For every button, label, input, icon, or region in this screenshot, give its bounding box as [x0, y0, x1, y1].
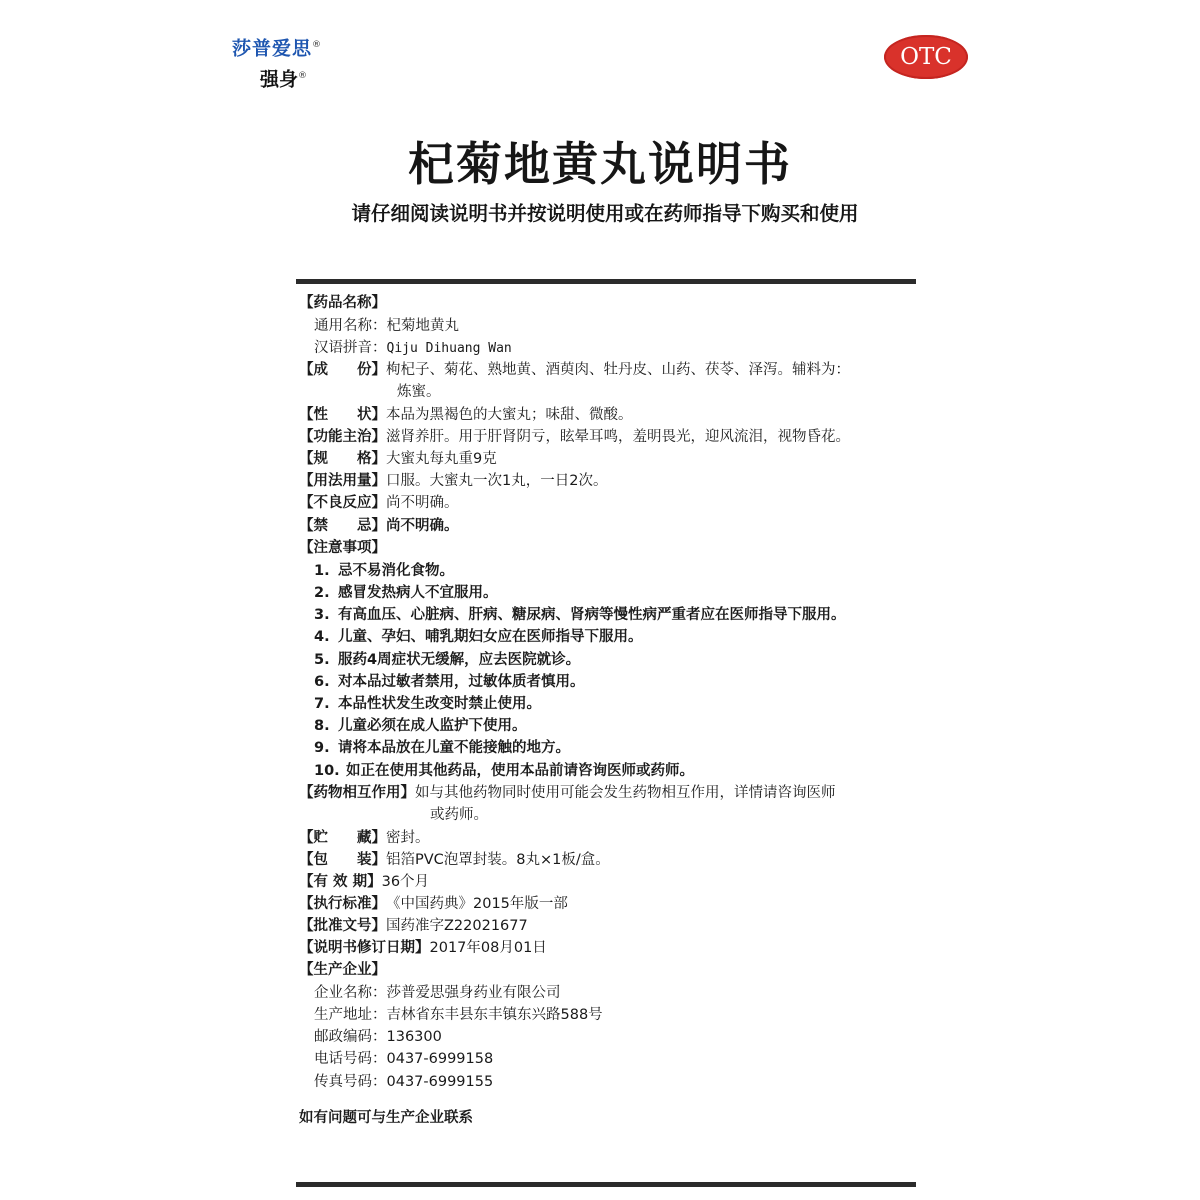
- specification-row: [299, 448, 497, 470]
- field-value: 本品为黑褐色的大蜜丸；味甜、微酸。: [386, 407, 633, 423]
- field-value: 口服。大蜜丸一次1丸，一日2次。: [386, 473, 608, 489]
- brand-subname: 强身®: [260, 68, 308, 91]
- description-row: [299, 404, 633, 426]
- section-label: 【药品名称】: [299, 295, 386, 311]
- revision-row: [299, 937, 547, 959]
- otc-badge: OTC: [884, 35, 968, 79]
- brand-logo: [232, 34, 352, 91]
- precautions-header: [299, 537, 386, 559]
- precaution-item: 9. 请将本品放在儿童不能接触的地方。: [314, 740, 570, 756]
- section-label: 【批准文号】: [299, 918, 386, 934]
- section-label: 【注意事项】: [299, 540, 386, 556]
- adverse-row: [299, 492, 459, 514]
- interactions-row: [299, 782, 836, 804]
- manufacturer-field: 邮政编码：136300: [314, 1029, 442, 1045]
- top-divider: [296, 279, 916, 284]
- precaution-item: 2. 感冒发热病人不宜服用。: [314, 585, 498, 601]
- field-value: 《中国药典》2015年版一部: [386, 896, 568, 912]
- precaution-item: 3. 有高血压、心脏病、肝病、糖尿病、肾病等慢性病严重者应在医师指导下服用。: [314, 607, 846, 623]
- manufacturer-field: 企业名称：莎普爱思强身药业有限公司: [314, 985, 561, 1001]
- bottom-divider: [296, 1182, 916, 1187]
- section-label: 【包 装】: [299, 852, 386, 868]
- standard-row: [299, 893, 568, 915]
- field-label: 通用名称：: [314, 318, 387, 334]
- ingredients-row: [299, 359, 850, 381]
- manufacturer-field: 生产地址：吉林省东丰县东丰镇东兴路588号: [314, 1007, 603, 1023]
- section-label: 【成 份】: [299, 362, 386, 378]
- section-label: 【贮 藏】: [299, 830, 386, 846]
- field-value: 炼蜜。: [397, 384, 441, 400]
- section-label: 【生产企业】: [299, 962, 386, 978]
- ingredients-continued: [397, 381, 441, 403]
- storage-row: [299, 827, 430, 849]
- precaution-item: 7. 本品性状发生改变时禁止使用。: [314, 696, 541, 712]
- dosage-row: [299, 470, 607, 492]
- document-title: 杞菊地黄丸说明书: [408, 137, 792, 191]
- field-value: 或药师。: [430, 807, 488, 823]
- indications-row: [299, 426, 850, 448]
- generic-name-row: [314, 315, 459, 337]
- section-label: 【性 状】: [299, 407, 386, 423]
- section-label: 【药物相互作用】: [299, 785, 415, 801]
- approval-row: [299, 915, 528, 937]
- field-value: 国药准字Z22021677: [386, 918, 528, 934]
- precaution-item: 1. 忌不易消化食物。: [314, 563, 454, 579]
- field-value: 大蜜丸每丸重9克: [386, 451, 497, 467]
- section-label: 【执行标准】: [299, 896, 386, 912]
- validity-row: [299, 871, 429, 893]
- field-value: 尚不明确。: [386, 518, 459, 534]
- pinyin-row: [314, 337, 512, 360]
- field-value: 36个月: [381, 874, 430, 890]
- section-label: 【有 效 期】: [299, 874, 382, 890]
- field-value: 密封。: [386, 830, 430, 846]
- manufacturer-header: [299, 959, 386, 981]
- interactions-continued: [430, 804, 488, 826]
- document-subtitle: 请仔细阅读说明书并按说明使用或在药师指导下购买和使用: [351, 202, 859, 225]
- contraindications-row: [299, 515, 459, 537]
- field-label: 汉语拼音：: [314, 340, 387, 356]
- field-value: 尚不明确。: [386, 495, 459, 511]
- field-value: 枸杞子、菊花、熟地黄、酒萸肉、牡丹皮、山药、茯苓、泽泻。辅料为：: [386, 362, 850, 378]
- field-value: Qiju Dihuang Wan: [386, 341, 512, 356]
- field-value: 铝箔PVC泡罩封装。8丸×1板/盒。: [386, 852, 610, 868]
- field-value: 杞菊地黄丸: [386, 318, 459, 334]
- section-label: 【功能主治】: [299, 429, 386, 445]
- section-label: 【不良反应】: [299, 495, 386, 511]
- precaution-item: 4. 儿童、孕妇、哺乳期妇女应在医师指导下服用。: [314, 629, 643, 645]
- field-value: 2017年08月01日: [429, 940, 547, 956]
- precaution-item: 10. 如正在使用其他药品，使用本品前请咨询医师或药师。: [314, 763, 694, 779]
- field-value: 滋肾养肝。用于肝肾阴亏，眩晕耳鸣，羞明畏光，迎风流泪，视物昏花。: [386, 429, 850, 445]
- brand-name: 莎普爱思®: [232, 37, 323, 60]
- packaging-row: [299, 849, 610, 871]
- section-label: 【说明书修订日期】: [299, 940, 430, 956]
- precaution-item: 6. 对本品过敏者禁用，过敏体质者慎用。: [314, 674, 585, 690]
- field-value: 如与其他药物同时使用可能会发生药物相互作用，详情请咨询医师: [415, 785, 836, 801]
- precaution-item: 5. 服药4周症状无缓解，应去医院就诊。: [314, 652, 581, 668]
- manufacturer-field: 电话号码：0437-6999158: [314, 1051, 494, 1067]
- section-label: 【用法用量】: [299, 473, 386, 489]
- section-label: 【禁 忌】: [299, 518, 386, 534]
- section-label: 【规 格】: [299, 451, 386, 467]
- manufacturer-field: 传真号码：0437-6999155: [314, 1074, 494, 1090]
- contact-note: 如有问题可与生产企业联系: [299, 1110, 473, 1126]
- section-drug-name: [299, 292, 386, 314]
- precaution-item: 8. 儿童必须在成人监护下使用。: [314, 718, 527, 734]
